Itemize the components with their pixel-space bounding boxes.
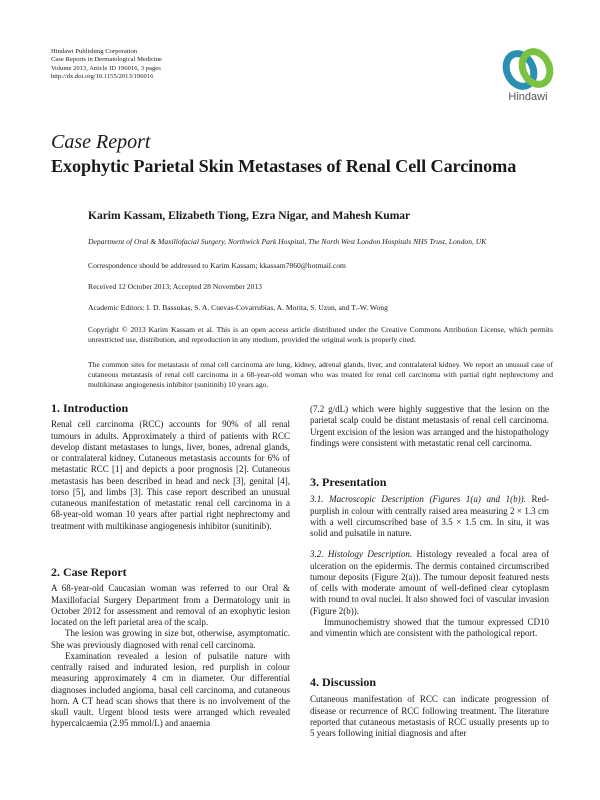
paragraph: A 68-year-old Caucasian woman was referred to our Oral & Maxillofacial Surgery Department from a Dermatology unit in October 2012 for assessment and removal of an exophytic lesion located on the left parietal area of the scalp. [51, 583, 290, 627]
affiliation: Department of Oral & Maxillofacial Surgery, Northwick Park Hospital, The North West London Hospitals NHS Trust, London, UK [88, 237, 487, 246]
paragraph: Immunochemistry showed that the tumour expressed CD10 and vimentin which are consistent with the pathological report. [310, 616, 549, 638]
volume-info: Volume 2013, Article ID 196016, 3 pages [51, 64, 161, 72]
section-presentation [310, 477, 549, 639]
publisher: Hindawi Publishing Corporation [51, 48, 138, 55]
subsection-title: 3.1. Macroscopic Description (Figures 1(a) and 1(b)). [310, 494, 526, 505]
article-title: Exophytic Parietal Skin Metastases of Renal Cell Carcinoma [51, 156, 517, 176]
paragraph: The lesion was growing in size but, otherwise, asymptomatic. She was previously diagnosed with renal cell carcinoma. [51, 628, 290, 650]
hindawi-rings-icon [498, 48, 558, 90]
copyright: Copyright © 2013 Karim Kassam et al. This is an open access article distributed under the Creative Commons Attribution License, which permits unrestricted use, distribution, and reproduction in any medium, provided the original work is properly cited. [88, 325, 553, 345]
subsection-3-1 [310, 494, 549, 539]
doi-link[interactable]: http://dx.doi.org/10.1155/2013/196016 [51, 72, 154, 80]
section-heading: 3. Presentation [310, 475, 387, 489]
paragraph: (7.2 g/dL) which were highly suggestive that the lesion on the parietal scalp could be distant metastasis of renal cell carcinoma. Urgent excision of the lesion was arranged and the histopathology findings were consistent with metastatic renal cell carcinoma. [310, 404, 549, 448]
paragraph: Histology revealed a focal area of ulceration on the epidermis. The dermis contained circumscribed tumour deposits (Figure 2(a)). The tumour deposit featured nests of cells with moderate amount of well-defined clear cytoplasm with round to oval nuclei. It also showed foci of vascular invasion (Figure 2(b)). [310, 549, 549, 616]
subsection-3-2 [310, 549, 549, 617]
dates: Received 12 October 2013; Accepted 28 November 2013 [88, 282, 262, 291]
subsection-title: 3.2. Histology Description. [310, 549, 413, 560]
hindawi-logo [498, 48, 558, 106]
section-case-report [51, 567, 290, 730]
authors: Karim Kassam, Elizabeth Tiong, Ezra Nigar, and Mahesh Kumar [88, 210, 411, 222]
case-report-continued [310, 404, 549, 449]
section-introduction [51, 403, 290, 532]
abstract: The common sites for metastasis of renal cell carcinoma are lung, kidney, adrenal glands, liver, and contralateral kidney. We report an unusual case of cutaneous metastasis of renal cell carcinoma in a 68-year-old woman who was treated for renal cell carcinoma with partial right nephrectomy and multikinase angiogenesis inhibitor (sunitinib) 10 years ago. [88, 360, 553, 390]
journal-name: Case Reports in Dermatological Medicine [51, 56, 162, 64]
logo-text: Hindawi [508, 91, 548, 103]
paragraph: Examination revealed a lesion of pulsatile nature with centrally raised and indurated lesion, red purplish in colour measuring approximately 4 cm in diameter. Our differential diagnoses included angioma, basal cell carcinoma, and cutaneous horn. A CT head scan shows that there is no involvement of the skull vault. Urgent blood tests were arranged which revealed hypercalcaemia (2.95 mmol/L) and anaemia [51, 650, 290, 729]
section-discussion [310, 677, 549, 739]
section-heading: 4. Discussion [310, 675, 377, 689]
section-heading: 1. Introduction [51, 401, 129, 415]
paragraph: Red-purplish in colour with centrally raised area measuring 2 × 1.3 cm with a well circumscribed base of 3.5 × 1.5 cm. In situ, it was solid and pulsatile in nature. [310, 494, 550, 538]
article-type: Case Report [51, 131, 151, 153]
correspondence: Correspondence should be addressed to Karim Kassam; kkassam7860@hotmail.com [88, 261, 346, 270]
journal-header [51, 48, 162, 81]
paragraph: Cutaneous manifestation of RCC can indicate progression of disease or recurrence of RCC following treatment. The literature reported that cutaneous metastasis of RCC usually presents up to 5 years following initial diagnosis and after [310, 694, 549, 738]
academic-editors: Academic Editors: I. D. Bassukas, S. A. Cuevas-Covarrubias, A. Morita, S. Uzun, and T.-W. Wong [88, 303, 388, 312]
paragraph: Renal cell carcinoma (RCC) accounts for 90% of all renal tumours in adults. Approximately a third of patients with RCC develop distant metastases to lungs, liver, bones, adrenal glands, or contralateral kidney. Cutaneous metastasis accounts for 6% of metastatic RCC [1] and depicts a poor prognosis [2]. Cutaneous metastasis has been described in head and neck [3], genital [4], torso [5], and limbs [3]. This case report described an unusual cutaneous manifestation of metastatic renal cell carcinoma in a 68-year-old woman 10 years after partial right nephrectomy and treatment with multikinase angiogenesis inhibitor (sunitinib). [51, 419, 290, 531]
section-heading: 2. Case Report [51, 565, 127, 579]
